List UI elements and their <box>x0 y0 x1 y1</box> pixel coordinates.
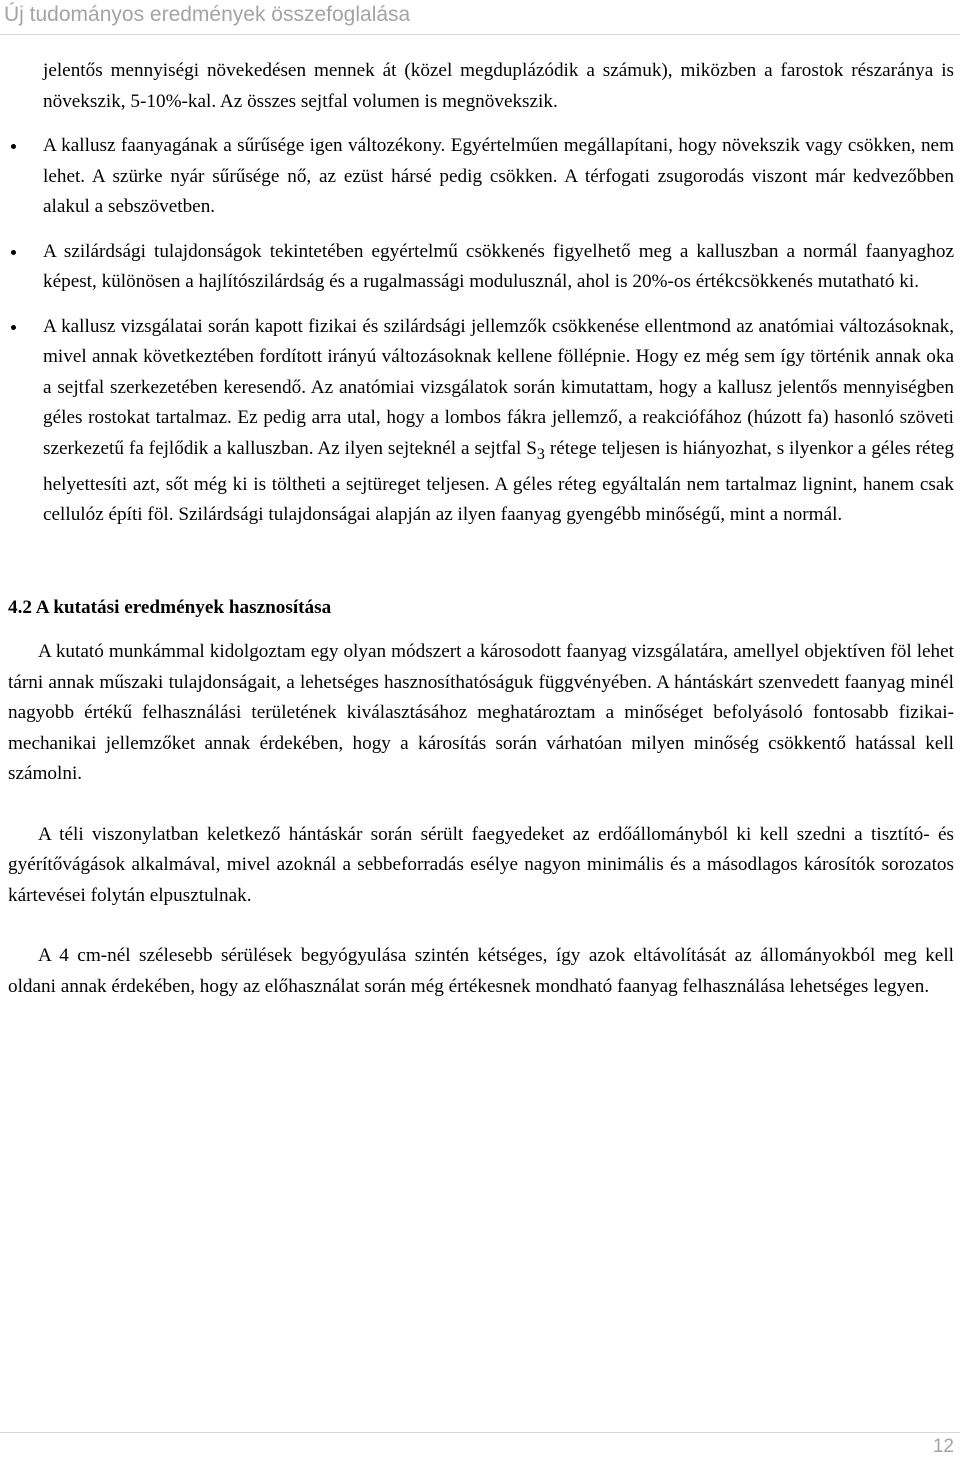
findings-list <box>8 131 954 531</box>
subscript-3: 3 <box>536 445 545 463</box>
page-content <box>8 56 954 1002</box>
bullet-text-part2: rétege teljesen is hiányozhat, s ilyenkor a géles réteg helyettesíti azt, sőt még ki is töltheti a sejtüreget teljesen. A géles réteg egyáltalán nem tartalmaz lignint, hanem csak cellulóz építi föl. Szilárdsági tulajdonságai alapján az ilyen faanyag gyengébb minőségű, mint a normál. <box>43 437 955 526</box>
bullet-icon <box>11 325 16 330</box>
body-paragraph-3: A 4 cm-nél szélesebb sérülések begyógyulása szintén kétséges, így azok eltávolítását az állományokból meg kell oldani annak érdekében, hogy az előhasználat során még értékesnek mondható faanyag felhasználása lehetséges legyen. <box>8 945 954 997</box>
page-number: 12 <box>932 1436 954 1457</box>
list-item <box>8 237 954 298</box>
section-heading: 4.2 A kutatási eredmények hasznosítása <box>8 596 332 618</box>
bullet-text: A kallusz faanyagának a sűrűsége igen változékony. Egyértelműen megállapítani, hogy növekszik vagy csökken, nem lehet. A szürke nyár sűrűsége nő, az ezüst hársé pedig csökken. A térfogati zsugorodás viszont már kedvezőbben alakul a sebszövetben. <box>43 135 954 217</box>
list-item <box>8 131 954 223</box>
body-paragraph-2: A téli viszonylatban keletkező hántáskár során sérült faegyedeket az erdőállományból ki kell szedni a tisztító- és gyérítővágások alkalmával, mivel azoknál a sebbeforradás esélye nagyon minimális és a másodlagos károsítók sorozatos kártevései folytán elpusztulnak. <box>8 823 954 906</box>
header-title: Új tudományos eredmények összefoglalása <box>4 3 411 26</box>
bullet-text: A szilárdsági tulajdonságok tekintetében egyértelmű csökkenés figyelhető meg a kalluszban a normál faanyaghoz képest, különösen a hajlítószilárdság és a rugalmassági modulusznál, ahol is 20%-os értékcsökkenés mutatható ki. <box>43 240 954 292</box>
footer-divider <box>0 1432 960 1433</box>
bullet-text-part1: A kallusz vizsgálatai során kapott fizikai és szilárdsági jellemzők csökkenése ellentmond az anatómiai változásoknak, mivel annak következtében fordított irányú változásoknak kellene föllépnie. Hogy ez még sem így történik annak oka a sejtfal szerkezetében keresendő. Az anatómiai vizsgálatok során kimutattam, hogy a kallusz jelentős mennyiségben géles rostokat tartalmaz. Ez pedig arra utal, hogy a lombos fákra jellemző, a reakciófához (húzott fa) hasonló szöveti szerkezetű fa fejlődik a kalluszban. Az ilyen sejteknél a sejtfal S <box>43 315 954 459</box>
continuation-paragraph: jelentős mennyiségi növekedésen mennek át (közel megduplázódik a számuk), miközben a farostok részaránya is növekszik, 5-10%-kal. Az összes sejtfal volumen is megnövekszik. <box>43 60 954 112</box>
bullet-icon <box>11 144 16 149</box>
list-item <box>8 312 954 531</box>
running-header <box>0 0 960 35</box>
body-paragraph-1: A kutató munkámmal kidolgoztam egy olyan módszert a károsodott faanyag vizsgálatára, amellyel objektíven föl lehet tárni annak műszaki tulajdonságait, a lehetséges hasznosíthatóságuk függvényében. A hántáskárt szenvedett faanyag minél nagyobb értékű felhasználási területének kiválasztásához meghatároztam a minőséget befolyásoló fontosabb fizikai-mechanikai jellemzőket annak érdekében, hogy a károsítás során várhatóan milyen minőség csökkentő hatással kell számolni. <box>8 641 954 785</box>
bullet-icon <box>11 250 16 255</box>
